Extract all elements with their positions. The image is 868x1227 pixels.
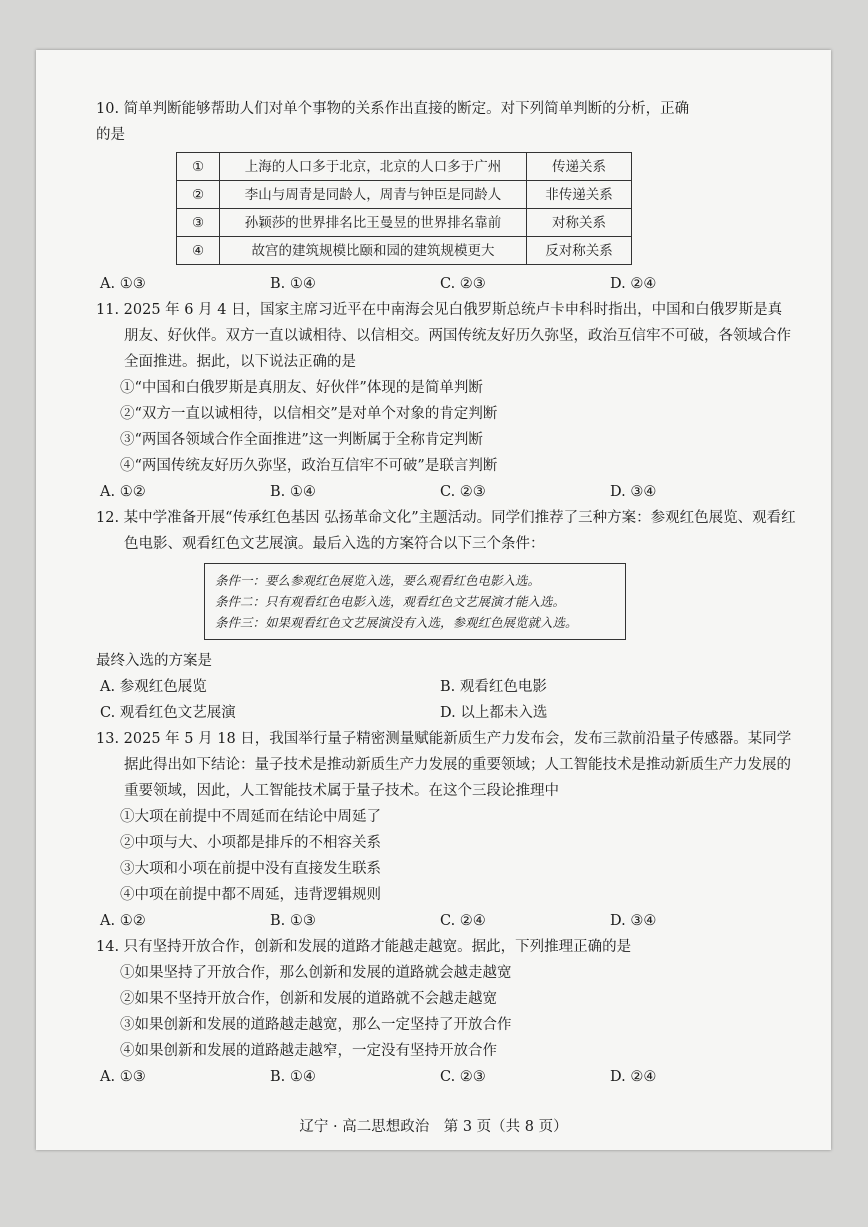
statement-2: ②中项与大、小项都是排斥的不相容关系 — [120, 835, 381, 851]
question-14 — [96, 934, 796, 1090]
option-d: D. ③④ — [610, 484, 657, 500]
options-row — [96, 479, 796, 505]
statement-4: ④“两国传统友好历久弥坚，政治互信牢不可破”是联言判断 — [120, 458, 498, 474]
conditions-box — [204, 563, 626, 640]
option-c: C. ②③ — [440, 276, 486, 292]
relation-type: 非传递关系 — [527, 181, 632, 209]
judgment-text: 故宫的建筑规模比颐和园的建筑规模更大 — [220, 237, 527, 265]
question-13 — [96, 726, 796, 934]
row-number: ③ — [177, 209, 220, 237]
option-a: A. 参观红色展览 — [100, 679, 207, 695]
option-b: B. 观看红色电影 — [440, 679, 547, 695]
condition-3: 条件三：如果观看红色文艺展演没有入选，参观红色展览就入选。 — [215, 615, 578, 630]
judgment-text: 李山与周青是同龄人，周青与钟臣是同龄人 — [220, 181, 527, 209]
options-row — [96, 1064, 796, 1090]
options-row-1 — [96, 674, 796, 700]
relation-type: 反对称关系 — [527, 237, 632, 265]
option-c: C. ②③ — [440, 484, 486, 500]
judgment-text: 孙颖莎的世界排名比王曼昱的世界排名靠前 — [220, 209, 527, 237]
condition-1: 条件一：要么参观红色展览入选，要么观看红色电影入选。 — [215, 573, 541, 588]
option-a: A. ①② — [100, 913, 146, 929]
statement-4: ④中项在前提中都不周延，违背逻辑规则 — [120, 887, 381, 903]
question-stem: 11. 2025 年 6 月 4 日，国家主席习近平在中南海会见白俄罗斯总统卢卡申科时指出，中国和白俄罗斯是真朋友、好伙伴。双方一直以诚相待、以信相交。两国传统友好历久弥坚，政治互信牢不可破，各领域合作全面推进。据此，以下说法正确的是 — [96, 302, 791, 370]
question-10 — [96, 96, 796, 297]
condition-2: 条件二：只有观看红色电影入选，观看红色文艺展演才能入选。 — [215, 594, 566, 609]
option-d: D. ②④ — [610, 276, 657, 292]
option-b: B. ①④ — [270, 276, 316, 292]
exam-page — [36, 50, 831, 1150]
question-11 — [96, 297, 796, 505]
table-row — [177, 153, 632, 181]
option-d: D. ②④ — [610, 1069, 657, 1085]
judgment-table — [176, 152, 632, 265]
question-stem: 14. 只有坚持开放合作，创新和发展的道路才能越走越宽。据此，下列推理正确的是 — [96, 939, 632, 955]
option-a: A. ①② — [100, 484, 146, 500]
page-content — [96, 96, 796, 1090]
options-row-2 — [96, 700, 796, 726]
statement-1: ①大项在前提中不周延而在结论中周延了 — [120, 809, 381, 825]
question-stem: 13. 2025 年 5 月 18 日，我国举行量子精密测量赋能新质生产力发布会，发布三款前沿量子传感器。某同学据此得出如下结论：量子技术是推动新质生产力发展的重要领域；人工智能技术是推动新质生产力发展的重要领域，因此，人工智能技术属于量子技术。在这个三段论推理中 — [96, 731, 792, 799]
question-12 — [96, 505, 796, 726]
option-b: B. ①③ — [270, 913, 316, 929]
option-c: C. 观看红色文艺展演 — [100, 705, 236, 721]
table-row — [177, 209, 632, 237]
question-stem: 12. 某中学准备开展“传承红色基因 弘扬革命文化”主题活动。同学们推荐了三种方案：参观红色展览、观看红色电影、观看红色文艺展演。最后入选的方案符合以下三个条件： — [96, 510, 796, 552]
judgment-text: 上海的人口多于北京，北京的人口多于广州 — [220, 153, 527, 181]
question-stem: 10. 简单判断能够帮助人们对单个事物的关系作出直接的断定。对下列简单判断的分析，正确 — [96, 101, 690, 117]
option-d: D. ③④ — [610, 913, 657, 929]
relation-type: 对称关系 — [527, 209, 632, 237]
statement-1: ①如果坚持了开放合作，那么创新和发展的道路就会越走越宽 — [120, 965, 512, 981]
option-c: C. ②③ — [440, 1069, 486, 1085]
option-a: A. ①③ — [100, 1069, 146, 1085]
relation-type: 传递关系 — [527, 153, 632, 181]
option-b: B. ①④ — [270, 1069, 316, 1085]
statement-1: ①“中国和白俄罗斯是真朋友、好伙伴”体现的是简单判断 — [120, 380, 483, 396]
question-prompt: 最终入选的方案是 — [96, 653, 212, 669]
statement-3: ③大项和小项在前提中没有直接发生联系 — [120, 861, 381, 877]
option-d: D. 以上都未入选 — [440, 705, 548, 721]
page-footer: 辽宁 · 高二思想政治 第 3 页（共 8 页） — [299, 1119, 568, 1135]
option-c: C. ②④ — [440, 913, 486, 929]
statement-3: ③如果创新和发展的道路越走越宽，那么一定坚持了开放合作 — [120, 1017, 512, 1033]
options-row — [96, 271, 796, 297]
statement-2: ②如果不坚持开放合作，创新和发展的道路就不会越走越宽 — [120, 991, 497, 1007]
options-row — [96, 908, 796, 934]
question-stem-continued: 的是 — [96, 127, 125, 143]
row-number: ④ — [177, 237, 220, 265]
row-number: ② — [177, 181, 220, 209]
table-row — [177, 181, 632, 209]
statement-3: ③“两国各领域合作全面推进”这一判断属于全称肯定判断 — [120, 432, 483, 448]
statement-2: ②“双方一直以诚相待，以信相交”是对单个对象的肯定判断 — [120, 406, 498, 422]
option-a: A. ①③ — [100, 276, 146, 292]
row-number: ① — [177, 153, 220, 181]
option-b: B. ①④ — [270, 484, 316, 500]
statement-4: ④如果创新和发展的道路越走越窄，一定没有坚持开放合作 — [120, 1043, 497, 1059]
table-row — [177, 237, 632, 265]
